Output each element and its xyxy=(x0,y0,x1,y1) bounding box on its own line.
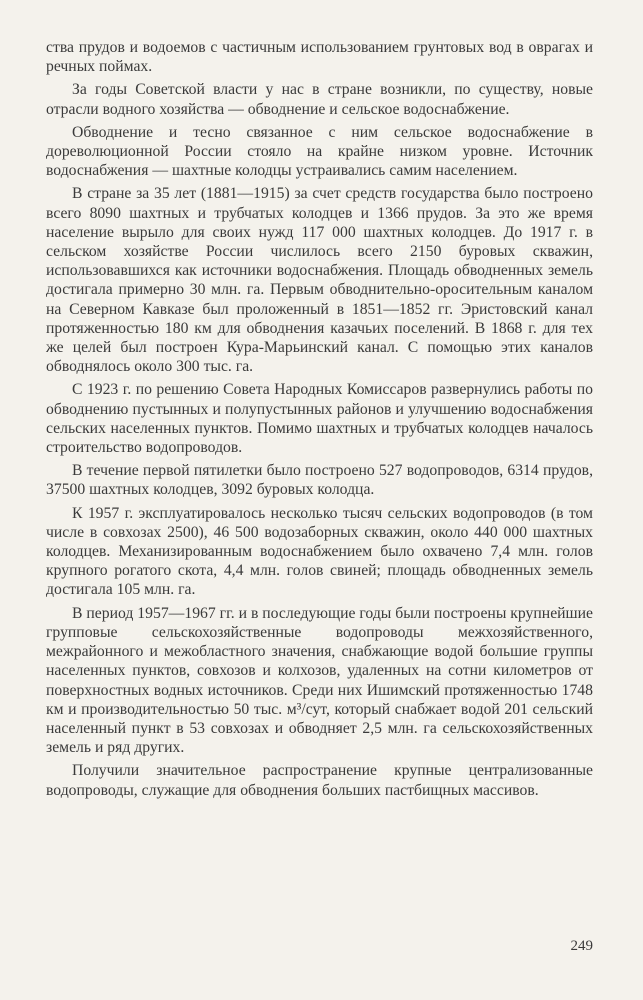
paragraph: К 1957 г. эксплуатировалось несколько тысяч сельских водопроводов (в том числе в совхозах 2500), 46 500 водозаборных скважин, около 440 000 шахтных колодцев. Механизированным водоснабжением было охвачено 7,4 млн. голов крупного рогатого скота, 4,4 млн. голов свиней; площадь обводненных земель достигала 105 млн. га. xyxy=(46,504,593,599)
paragraph: За годы Советской власти у нас в стране возникли, по существу, новые отрасли водного хозяйства — обводнение и сельское водоснабжение. xyxy=(46,81,593,118)
paragraph: В период 1957—1967 гг. и в последующие годы были построены крупнейшие групповые сельскохозяйственные водопроводы межхозяйственного, межрайонного и межобластного значения, снабжающие водой большие группы населенных пунктов, совхозов и колхозов, удаленных на сотни километров от поверхностных водных источников. Среди них Ишимский протяженностью 1748 км и производительностью 50 тыс. м³/сут, который снабжает водой 201 сельский населенный пункт в 53 совхозах и обводняет 2,5 млн. га сельскохозяйственных земель и ряд других. xyxy=(46,604,593,757)
page-number: 249 xyxy=(570,938,593,954)
paragraph: Получили значительное распространение крупные централизованные водопроводы, служащие для обводнения больших пастбищных массивов. xyxy=(46,762,593,799)
paragraph: С 1923 г. по решению Совета Народных Комиссаров развернулись работы по обводнению пустынных и полупустынных районов и улучшению водоснабжения сельских населенных пунктов. Помимо шахтных и трубчатых колодцев началось строительство водопроводов. xyxy=(46,381,593,457)
paragraph: В течение первой пятилетки было построено 527 водопроводов, 6314 прудов, 37500 шахтных колодцев, 3092 буровых колодца. xyxy=(46,462,593,499)
paragraph: Обводнение и тесно связанное с ним сельское водоснабжение в дореволюционной России стояло на крайне низком уровне. Источник водоснабжения — шахтные колодцы устраивались самим населением. xyxy=(46,123,593,180)
paragraph-continuation: ства прудов и водоемов с частичным использованием грунтовых вод в оврагах и речных поймах. xyxy=(46,39,593,76)
paragraph: В стране за 35 лет (1881—1915) за счет средств государства было построено всего 8090 шахтных и трубчатых колодцев и 1366 прудов. За это же время население вырыло для своих нужд 117 000 шахтных колодцев. До 1917 г. в сельском хозяйстве России числилось всего 2150 буровых скважин, использовавшихся как источники водоснабжения. Площадь обводненных земель достигала примерно 30 млн. га. Первым обводнительно-оросительным каналом на Северном Кавказе был проложенный в 1851—1852 гг. Эристовский канал протяженностью 180 км для обводнения казачьих поселений. В 1868 г. для тех же целей был построен Кура-Марьинский канал. С помощью этих каналов обводнялось около 300 тыс. га. xyxy=(46,185,593,376)
